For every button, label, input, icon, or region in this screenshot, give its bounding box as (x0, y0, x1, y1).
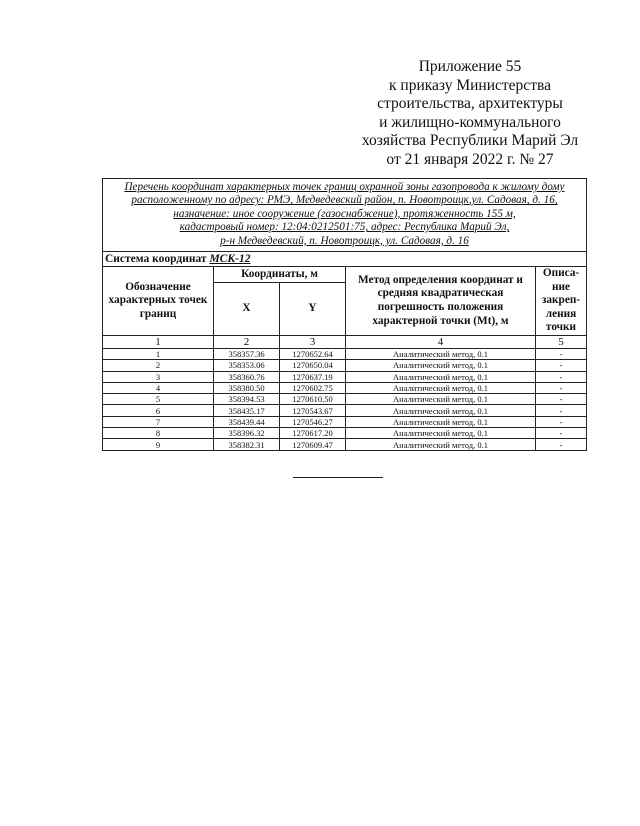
cell-method: Аналитический метод, 0.1 (346, 360, 536, 371)
cell-desc: - (536, 416, 587, 427)
header-x: X (214, 283, 280, 336)
cell-y: 1270650.04 (280, 360, 346, 371)
system-name: МСК-12 (209, 253, 251, 266)
table-row (103, 349, 587, 360)
column-number: 3 (280, 336, 346, 349)
document-header (345, 58, 595, 169)
cell-point: 6 (103, 405, 214, 416)
header-line: к приказу Министерства (389, 76, 551, 94)
cell-x: 358435.17 (214, 405, 280, 416)
cell-x: 358360.76 (214, 371, 280, 382)
cell-point: 8 (103, 428, 214, 439)
cell-desc: - (536, 428, 587, 439)
cell-desc: - (536, 439, 587, 450)
system-label: Система координат (105, 253, 207, 266)
cell-point: 5 (103, 394, 214, 405)
cell-y: 1270602.75 (280, 382, 346, 393)
cell-x: 358380.50 (214, 382, 280, 393)
cell-y: 1270617.20 (280, 428, 346, 439)
table-row (103, 416, 587, 427)
caption-line: р-н Медведевский, п. Новотроицк, ул. Садовая, д. 16 (220, 234, 469, 247)
cell-y: 1270609.47 (280, 439, 346, 450)
cell-desc: - (536, 349, 587, 360)
cell-y: 1270637.19 (280, 371, 346, 382)
column-number: 2 (214, 336, 280, 349)
cell-x: 358357.36 (214, 349, 280, 360)
header-line: от 21 января 2022 г. № 27 (386, 150, 554, 168)
cell-method: Аналитический метод, 0.1 (346, 428, 536, 439)
header-point: Обозначение характерных точек границ (103, 267, 214, 336)
header-line: Приложение 55 (418, 58, 522, 75)
cell-y: 1270652.64 (280, 349, 346, 360)
cell-point: 9 (103, 439, 214, 450)
cell-point: 4 (103, 382, 214, 393)
cell-point: 3 (103, 371, 214, 382)
header-line: хозяйства Республики Марий Эл (361, 132, 579, 149)
table-row (103, 405, 587, 416)
cell-point: 2 (103, 360, 214, 371)
cell-method: Аналитический метод, 0.1 (346, 405, 536, 416)
cell-desc: - (536, 394, 587, 405)
table-row (103, 394, 587, 405)
cell-x: 358394.53 (214, 394, 280, 405)
table-row (103, 371, 587, 382)
cell-y: 1270543.67 (280, 405, 346, 416)
system-row (103, 252, 587, 267)
cell-x: 358382.31 (214, 439, 280, 450)
cell-method: Аналитический метод, 0.1 (346, 416, 536, 427)
footer-divider (293, 477, 383, 478)
header-description: Описа-ние закреп-ления точки (536, 267, 587, 336)
header-line: строительства, архитектуры (377, 95, 563, 112)
caption-line: Перечень координат характерных точек границ охранной зоны газопровода к жилому дому (124, 181, 565, 193)
column-number: 4 (346, 336, 536, 349)
table-row (103, 360, 587, 371)
cell-method: Аналитический метод, 0.1 (346, 349, 536, 360)
cell-y: 1270546.27 (280, 416, 346, 427)
column-number-row (103, 336, 587, 349)
cell-desc: - (536, 405, 587, 416)
header-y: Y (280, 283, 346, 336)
cell-y: 1270610.50 (280, 394, 346, 405)
cell-point: 1 (103, 349, 214, 360)
cell-method: Аналитический метод, 0.1 (346, 371, 536, 382)
cell-method: Аналитический метод, 0.1 (346, 394, 536, 405)
cell-desc: - (536, 371, 587, 382)
column-number: 1 (103, 336, 214, 349)
coordinates-table (102, 178, 587, 451)
cell-method: Аналитический метод, 0.1 (346, 439, 536, 450)
cell-x: 358396.32 (214, 428, 280, 439)
cell-x: 358439.44 (214, 416, 280, 427)
header-line: и жилищно-коммунального (379, 113, 561, 131)
cell-x: 358353.06 (214, 360, 280, 371)
table-row (103, 428, 587, 439)
cell-method: Аналитический метод, 0.1 (346, 382, 536, 393)
table-row (103, 439, 587, 450)
cell-point: 7 (103, 416, 214, 427)
caption-line: расположенному по адресу: РМЭ, Медведевский район, п. Новотроицк,ул. Садовая, д. 16, (131, 194, 558, 207)
table-body (103, 349, 587, 451)
caption-line: кадастровый номер: 12:04:0212501:75, адрес: Республика Марий Эл, (179, 221, 510, 234)
caption-row (103, 179, 587, 252)
table-row (103, 382, 587, 393)
header-row (103, 267, 587, 283)
caption-line: назначение: иное сооружение (газоснабжение), протяженность 155 м, (173, 207, 516, 220)
table-caption (103, 179, 587, 252)
cell-desc: - (536, 360, 587, 371)
header-method: Метод определения координат и средняя квадратическая погрешность положения характерной точки (Mt), м (346, 267, 536, 336)
header-coords: Координаты, м (214, 267, 346, 283)
coordinate-system (103, 252, 587, 267)
column-number: 5 (536, 336, 587, 349)
cell-desc: - (536, 382, 587, 393)
